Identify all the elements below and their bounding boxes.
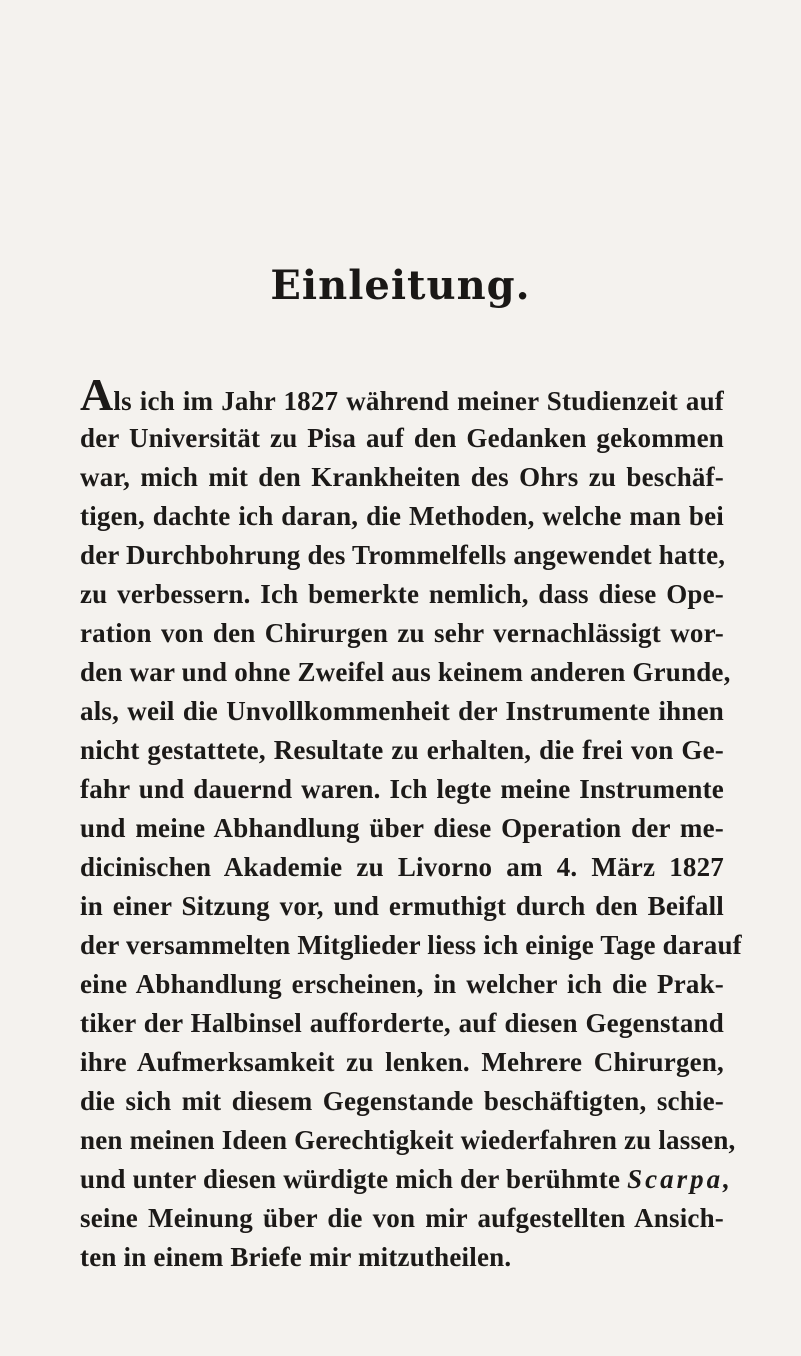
chapter-heading: Einleitung.	[270, 262, 531, 309]
text-line: ihre Aufmerksamkeit zu lenken. Mehrere Chirurgen,	[80, 1047, 724, 1077]
text-line: zu verbessern. Ich bemerkte nemlich, dass diese Ope-	[80, 579, 724, 609]
body-text	[80, 369, 742, 1277]
text-line: den war und ohne Zweifel aus keinem anderen Grunde,	[80, 657, 731, 687]
text-line: und meine Abhandlung über diese Operation der me-	[80, 813, 724, 843]
text-line: als, weil die Unvollkommenheit der Instrumente ihnen	[80, 696, 724, 726]
text-line: ration von den Chirurgen zu sehr vernachlässigt wor-	[80, 618, 724, 648]
text-line-first	[80, 369, 724, 420]
text-line: eine Abhandlung erscheinen, in welcher ich die Prak-	[80, 969, 724, 999]
text-line: nicht gestattete, Resultate zu erhalten, die frei von Ge-	[80, 735, 724, 765]
line-start: und unter diesen würdigte mich der berühmte	[80, 1164, 621, 1194]
text-line: der versammelten Mitglieder liess ich einige Tage darauf	[80, 930, 742, 960]
text-line: der Universität zu Pisa auf den Gedanken gekommen	[80, 423, 724, 453]
person-name: Scarpa,	[627, 1164, 733, 1194]
first-line-rest: ls ich im Jahr 1827 während meiner Studienzeit auf	[113, 386, 724, 416]
text-line: seine Meinung über die von mir aufgestellten Ansich-	[80, 1203, 724, 1233]
text-line-last: ten in einem Briefe mir mitzutheilen.	[80, 1242, 512, 1272]
text-line: tiker der Halbinsel aufforderte, auf diesen Gegenstand	[80, 1008, 724, 1038]
text-line: tigen, dachte ich daran, die Methoden, welche man bei	[80, 501, 724, 531]
text-line: die sich mit diesem Gegenstande beschäftigten, schie-	[80, 1086, 724, 1116]
text-line: war, mich mit den Krankheiten des Ohrs zu beschäf-	[80, 462, 724, 492]
text-line: der Durchbohrung des Trommelfells angewendet hatte,	[80, 540, 726, 570]
drop-cap: A	[80, 369, 114, 420]
text-line: dicinischen Akademie zu Livorno am 4. März 1827	[80, 852, 724, 882]
text-line: fahr und dauernd waren. Ich legte meine Instrumente	[80, 774, 724, 804]
text-line-scarpa	[80, 1160, 733, 1199]
text-line: nen meinen Ideen Gerechtigkeit wiederfahren zu lassen,	[80, 1125, 736, 1155]
text-line: in einer Sitzung vor, und ermuthigt durch den Beifall	[80, 891, 724, 921]
